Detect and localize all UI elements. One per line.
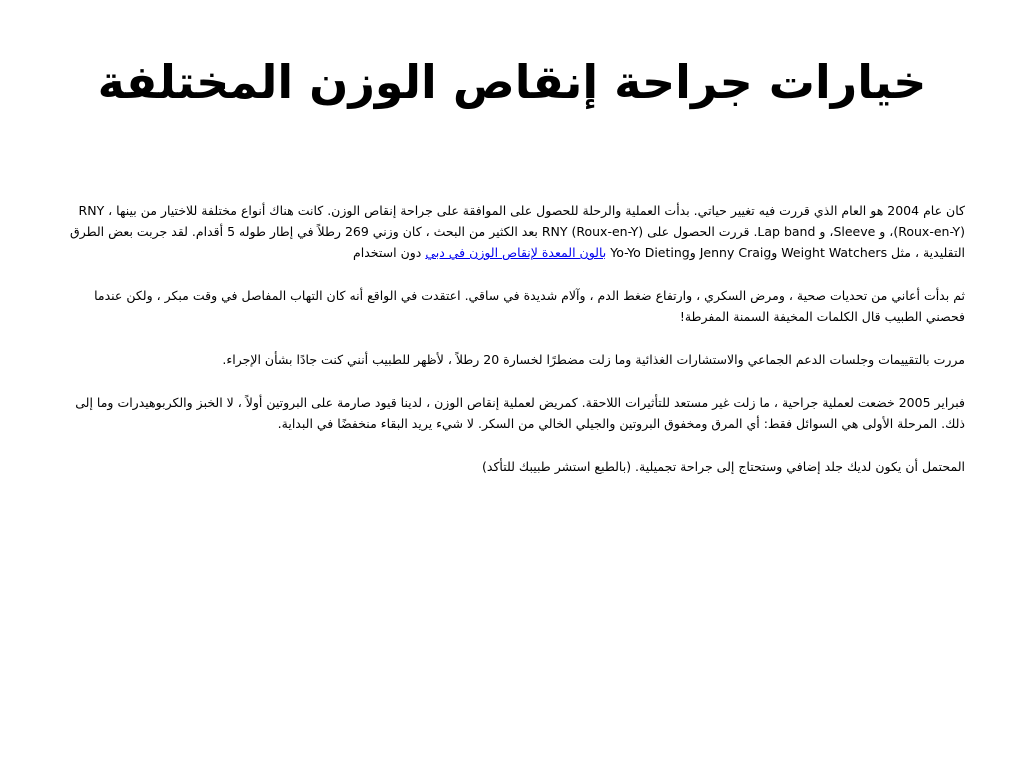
paragraph-3: مررت بالتقييمات وجلسات الدعم الجماعي والاستشارات الغذائية وما زلت مضطرًا لخسارة 20 رطلاً ، لأظهر للطبيب أنني كنت جادًا بشأن الإجراء. [222,352,965,367]
paragraph-1-text: كان عام 2004 هو العام الذي قررت فيه تغيير حياتي. بدأت العملية والرحلة للحصول على الموافقة على جراحة إنقاص الوزن. كانت هناك أنواع مختلفة للاختيار من بينها ، RNY (Roux-en-Y)، و Sleeve، و Lap band. قررت الحصول على RNY (Roux-en-Y) بعد الكثير من البحث ، كان وزني 269 رطلاً في إطار طوله 5 أقدام. لقد جربت بعض الطرق التقليدية ، مثل Weight Watchers وJenny Craig وYo-Yo Dieting [70,203,965,260]
paragraph-1 [60,200,965,263]
slide-body [60,200,965,499]
paragraph-2: ثم بدأت أعاني من تحديات صحية ، ومرض السكري ، وارتفاع ضغط الدم ، وآلام شديدة في ساقي. اعتقدت في الواقع أنه كان التهاب المفاصل في وقت مبكر ، ولكن عندما فحصني الطبيب قال الكلمات المخيفة السمنة المفرطة! [94,288,965,324]
paragraph-5: المحتمل أن يكون لديك جلد إضافي وستحتاج إلى جراحة تجميلية. (بالطبع استشر طبيبك للتأكد) [482,459,965,474]
slide-title: خيارات جراحة إنقاص الوزن المختلفة [97,55,927,109]
paragraph-1-text-end: دون استخدام [353,245,426,260]
paragraph-4: فبراير 2005 خضعت لعملية جراحية ، ما زلت غير مستعد للتأثيرات اللاحقة. كمريض لعملية إنقاص الوزن ، لدينا قيود صارمة على البروتين أولاً ، لا الخبز والكربوهيدرات وما إلى ذلك. المرحلة الأولى هي السوائل فقط: أي المرق ومخفوق البروتين والجيلي الخالي من السكر. لا شيء يريد البقاء منخفضًا في البداية. [75,395,965,431]
gastric-balloon-dubai-link[interactable]: بالون المعدة لإنقاص الوزن في دبي [425,245,607,260]
